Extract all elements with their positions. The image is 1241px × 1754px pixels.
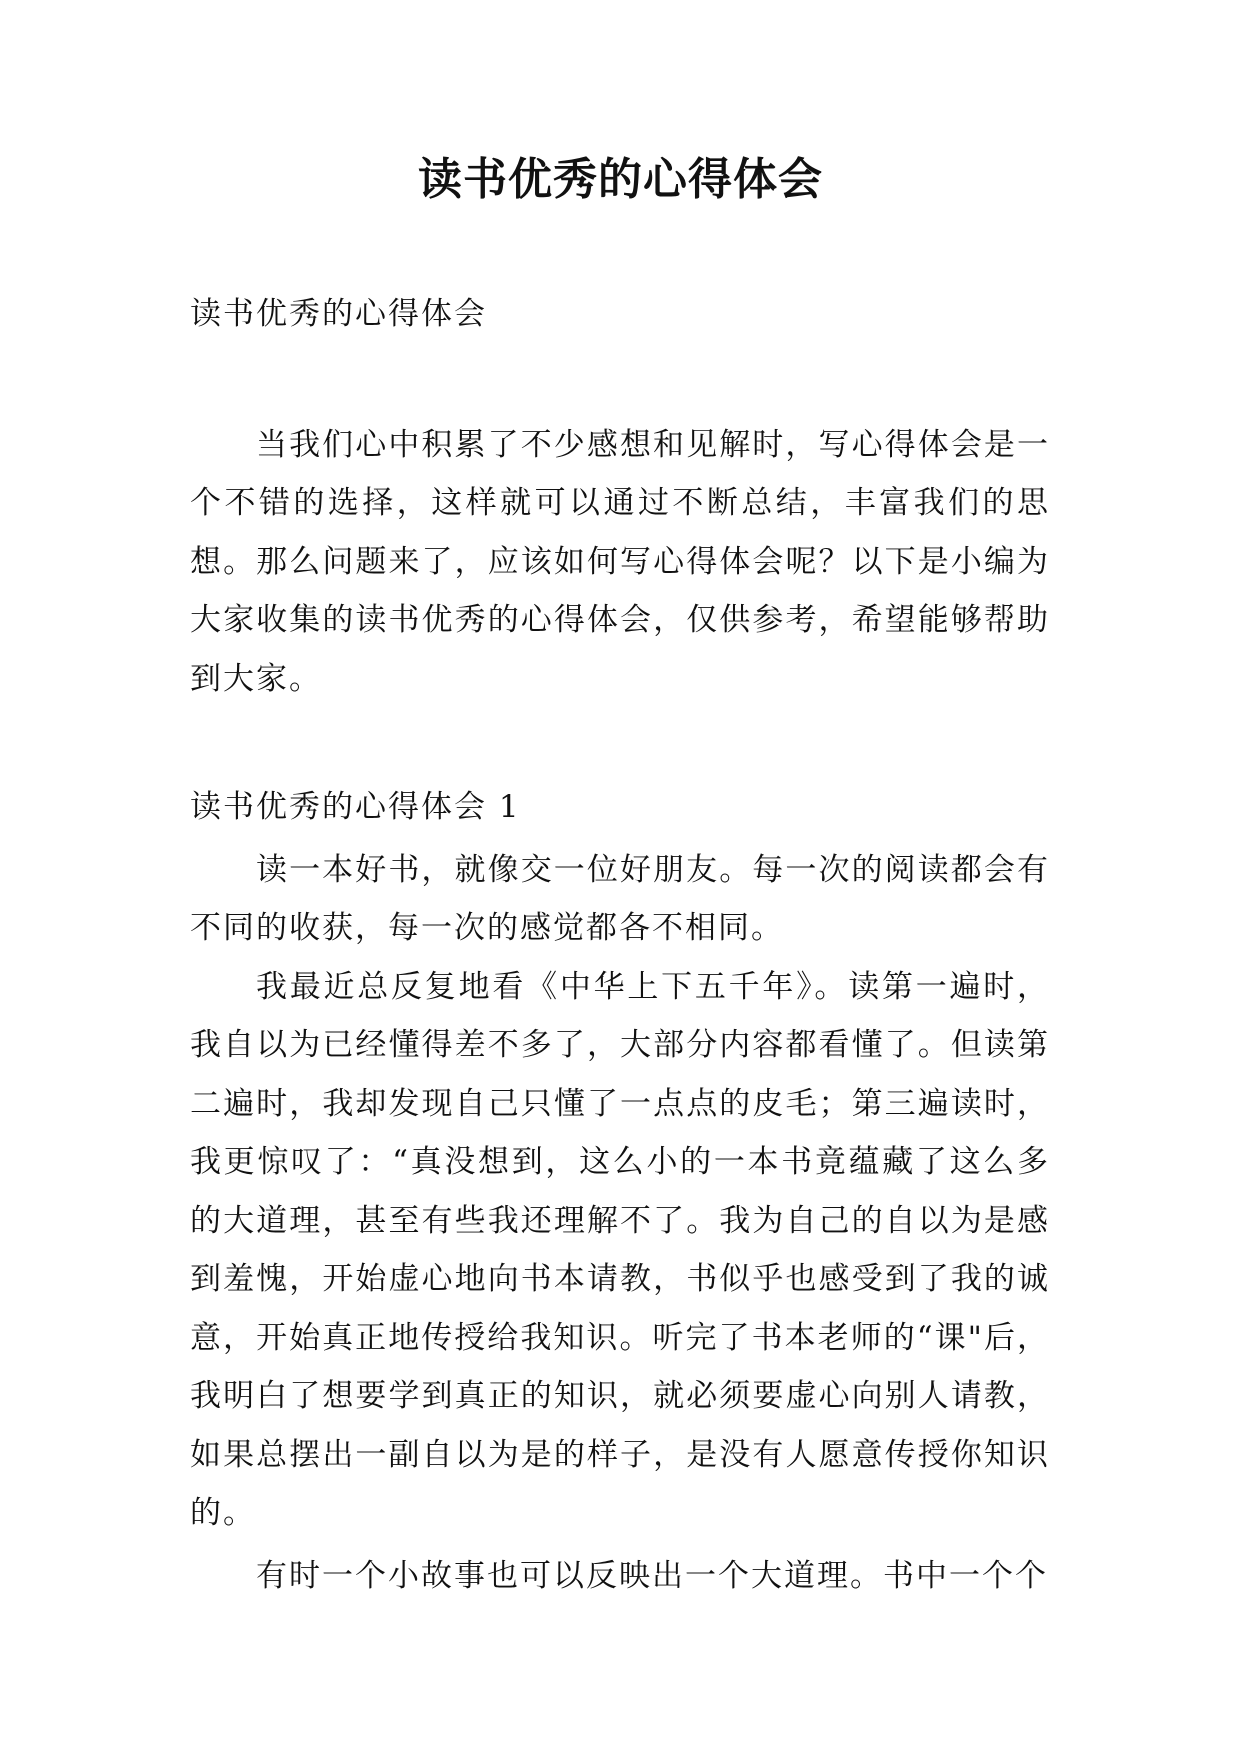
document-subtitle: 读书优秀的心得体会 bbox=[190, 296, 487, 332]
section-heading: 读书优秀的心得体会 1 bbox=[190, 789, 521, 825]
body-paragraph: 读一本好书，就像交一位好朋友。每一次的阅读都会有不同的收获，每一次的感觉都各不相同。 bbox=[190, 851, 1050, 946]
body-paragraph: 我最近总反复地看《中华上下五千年》。读第一遍时，我自以为已经懂得差不多了，大部分内容都看懂了。但读第二遍时，我却发现自己只懂了一点点的皮毛；第三遍读时，我更惊叹了：“真没想到，这么小的一本书竟蕴藏了这么多的大道理，甚至有些我还理解不了。我为自己的自以为是感到羞愧，开始虚心地向书本请教，书似乎也感受到了我的诚意，开始真正地传授给我知识。听完了书本老师的“课"后，我明白了想要学到真正的知识，就必须要虚心向别人请教，如果总摆出一副自以为是的样子，是没有人愿意传授你知识的。 bbox=[190, 968, 1050, 1531]
document-title: 读书优秀的心得体会 bbox=[418, 154, 823, 205]
body-paragraph: 有时一个小故事也可以反映出一个大道理。书中一个个 bbox=[256, 1557, 1048, 1594]
document-body bbox=[190, 285, 1050, 1605]
intro-paragraph: 当我们心中积累了不少感想和见解时，写心得体会是一个不错的选择，这样就可以通过不断总结，丰富我们的思想。那么问题来了，应该如何写心得体会呢？以下是小编为大家收集的读书优秀的心得体会，仅供参考，希望能够帮助到大家。 bbox=[190, 426, 1050, 697]
